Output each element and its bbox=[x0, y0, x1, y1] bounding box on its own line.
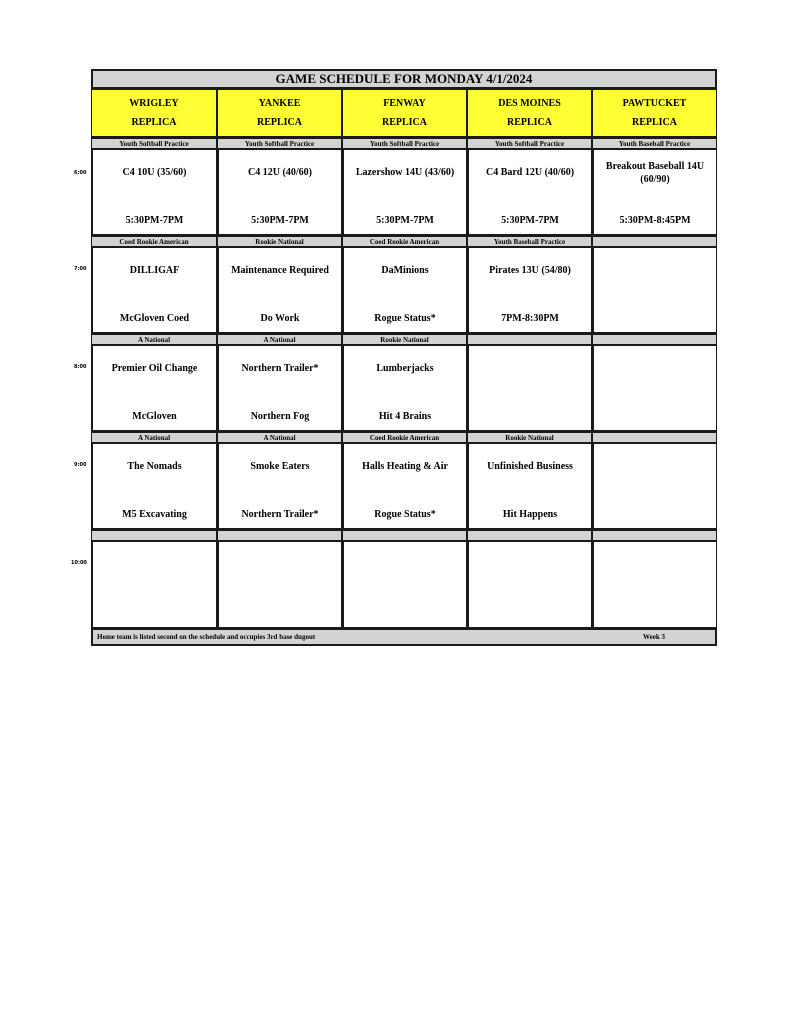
game-cell bbox=[342, 345, 467, 431]
team-bottom: Hit 4 Brains bbox=[378, 411, 432, 422]
division-label: A National bbox=[91, 333, 217, 345]
division-label: Youth Baseball Practice bbox=[467, 235, 592, 247]
game-cell bbox=[592, 443, 717, 529]
field-name: YANKEE bbox=[258, 98, 301, 109]
field-name: PAWTUCKET bbox=[622, 98, 687, 109]
team-bottom: Rogue Status* bbox=[374, 509, 436, 520]
division-label: Youth Softball Practice bbox=[91, 137, 217, 149]
field-header-des-moines bbox=[467, 89, 592, 137]
time-label: 8:00 bbox=[74, 364, 87, 370]
game-cell bbox=[467, 247, 592, 333]
game-cell bbox=[217, 443, 342, 529]
division-label bbox=[342, 529, 467, 541]
team-bottom: 5:30PM-7PM bbox=[125, 215, 184, 226]
division-label: Coed Rookie American bbox=[91, 235, 217, 247]
schedule-table bbox=[91, 69, 717, 646]
division-label bbox=[467, 333, 592, 345]
game-cell bbox=[91, 149, 217, 235]
game-cell bbox=[467, 149, 592, 235]
team-bottom: Northern Trailer* bbox=[241, 509, 319, 520]
home-team-note: Home team is listed second on the schedule and occupies 3rd base dugout bbox=[97, 633, 316, 641]
division-label: Youth Softball Practice bbox=[217, 137, 342, 149]
schedule-footer bbox=[91, 628, 717, 646]
division-label: Rookie National bbox=[217, 235, 342, 247]
team-top: Breakout Baseball 14U (60/90) bbox=[605, 161, 705, 185]
team-bottom: 5:30PM-7PM bbox=[376, 215, 434, 226]
team-bottom: Do Work bbox=[260, 313, 300, 324]
team-top: Smoke Eaters bbox=[250, 461, 310, 472]
team-bottom: Rogue Status* bbox=[374, 313, 436, 324]
team-top: DaMinions bbox=[381, 265, 429, 276]
team-top: DILLIGAF bbox=[129, 265, 180, 276]
game-cell bbox=[467, 443, 592, 529]
division-label: Coed Rookie American bbox=[342, 235, 467, 247]
game-cell bbox=[467, 345, 592, 431]
division-label bbox=[91, 529, 217, 541]
team-bottom: 5:30PM-8:45PM bbox=[619, 215, 691, 226]
team-bottom: 7PM-8:30PM bbox=[501, 313, 559, 324]
team-top: Northern Trailer* bbox=[241, 363, 319, 374]
team-top: Maintenance Required bbox=[231, 265, 329, 276]
time-label: 6:00 bbox=[74, 170, 87, 176]
game-cell bbox=[91, 345, 217, 431]
field-name: WRIGLEY bbox=[129, 98, 179, 109]
field-header-yankee bbox=[217, 89, 342, 137]
division-label bbox=[592, 235, 717, 247]
game-cell bbox=[592, 247, 717, 333]
game-cell bbox=[217, 149, 342, 235]
field-subtitle: REPLICA bbox=[506, 117, 552, 128]
team-bottom: McGloven Coed bbox=[119, 313, 190, 324]
division-label: A National bbox=[217, 431, 342, 443]
team-top: C4 Bard 12U (40/60) bbox=[485, 167, 575, 178]
time-label: 9:00 bbox=[74, 462, 87, 468]
team-bottom: 5:30PM-7PM bbox=[251, 215, 309, 226]
team-top: Halls Heating & Air bbox=[362, 461, 448, 472]
division-label bbox=[592, 333, 717, 345]
field-subtitle: REPLICA bbox=[256, 117, 302, 128]
team-bottom: McGloven bbox=[132, 411, 177, 422]
game-cell bbox=[217, 345, 342, 431]
division-label: Youth Baseball Practice bbox=[592, 137, 717, 149]
team-top: Premier Oil Change bbox=[111, 363, 198, 374]
division-label bbox=[592, 431, 717, 443]
field-subtitle: REPLICA bbox=[381, 117, 427, 128]
game-cell bbox=[592, 149, 717, 235]
game-cell bbox=[91, 247, 217, 333]
team-top: C4 12U (40/60) bbox=[248, 167, 312, 178]
game-cell bbox=[342, 149, 467, 235]
division-label: Rookie National bbox=[467, 431, 592, 443]
division-label: A National bbox=[91, 431, 217, 443]
game-cell bbox=[592, 541, 717, 628]
field-name: DES MOINES bbox=[498, 98, 561, 109]
team-top: The Nomads bbox=[127, 461, 182, 472]
division-label: Youth Softball Practice bbox=[342, 137, 467, 149]
field-subtitle: REPLICA bbox=[631, 117, 677, 128]
time-label: 7:00 bbox=[74, 266, 87, 272]
team-top: Unfinished Business bbox=[487, 461, 573, 472]
division-label bbox=[467, 529, 592, 541]
game-cell bbox=[91, 443, 217, 529]
division-label: Youth Softball Practice bbox=[467, 137, 592, 149]
game-cell bbox=[342, 443, 467, 529]
game-cell bbox=[342, 541, 467, 628]
division-label: Coed Rookie American bbox=[342, 431, 467, 443]
team-bottom: 5:30PM-7PM bbox=[501, 215, 559, 226]
game-cell bbox=[217, 541, 342, 628]
team-top: Lumberjacks bbox=[376, 363, 434, 374]
division-label: A National bbox=[217, 333, 342, 345]
field-header-wrigley bbox=[91, 89, 217, 137]
time-label: 10:00 bbox=[71, 560, 87, 566]
game-cell bbox=[467, 541, 592, 628]
division-label bbox=[592, 529, 717, 541]
game-cell bbox=[342, 247, 467, 333]
week-label: Week 3 bbox=[643, 633, 665, 641]
game-cell bbox=[592, 345, 717, 431]
team-top: C4 10U (35/60) bbox=[122, 167, 187, 178]
division-label: Rookie National bbox=[342, 333, 467, 345]
team-top: Lazershow 14U (43/60) bbox=[355, 167, 455, 178]
division-label bbox=[217, 529, 342, 541]
team-bottom: Northern Fog bbox=[250, 411, 310, 422]
team-bottom: M5 Excavating bbox=[122, 509, 187, 520]
team-bottom: Hit Happens bbox=[502, 509, 558, 520]
schedule-title: GAME SCHEDULE FOR MONDAY 4/1/2024 bbox=[91, 69, 717, 89]
game-cell bbox=[91, 541, 217, 628]
field-header-fenway bbox=[342, 89, 467, 137]
team-top: Pirates 13U (54/80) bbox=[489, 265, 571, 276]
field-name: FENWAY bbox=[383, 98, 426, 109]
field-subtitle: REPLICA bbox=[131, 117, 177, 128]
field-header-pawtucket bbox=[592, 89, 717, 137]
game-cell bbox=[217, 247, 342, 333]
